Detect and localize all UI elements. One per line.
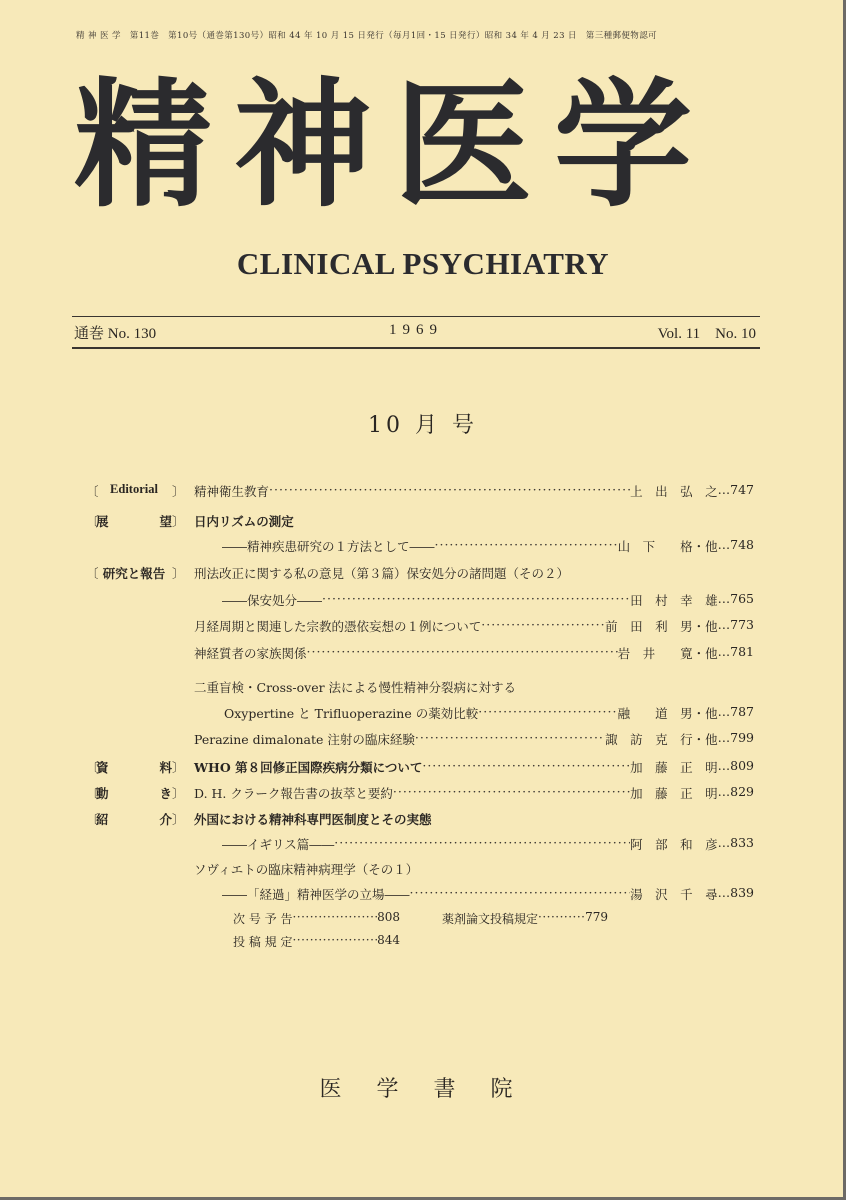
toc-author: 加 藤 正 明 [630, 786, 718, 801]
toc-entry[interactable]: Oxypertine と Trifluoperazine の薬効比較 ····· 融 道 男・他 … 787 [86, 704, 754, 722]
issue-label: 10 月 号 [368, 413, 478, 438]
toc-author: 山 下 格・他 [617, 539, 718, 554]
toc-title: 刑法改正に関する私の意見（第３篇）保安処分の諸問題（その２） [194, 566, 570, 581]
toc-title: WHO 第８回修正国際疾病分類について [194, 760, 423, 775]
toc-page: 787 [730, 704, 754, 719]
misc-page: 808 [377, 910, 400, 924]
misc-page: 844 [377, 933, 400, 947]
toc-author: 上 出 弘 之 [630, 484, 718, 499]
toc-author: 田 村 幸 雄 [630, 593, 718, 608]
toc-author: 諏 訪 克 行・他 [605, 732, 718, 747]
bottom-rule [72, 347, 760, 349]
toc-page: 809 [730, 758, 754, 773]
toc-page: 747 [730, 482, 754, 497]
year: 1969 [389, 322, 443, 338]
toc-title: 二重盲検・Cross-over 法による慢性精神分裂病に対する [194, 680, 517, 695]
toc-title: Perazine dimalonate 注射の臨床経験 [194, 732, 415, 747]
journal-title-english: CLINICAL PSYCHIATRY [236, 246, 610, 281]
toc-page: 799 [730, 730, 754, 745]
toc-author: 岩 井 寛・他 [617, 646, 718, 661]
toc-author: 湯 沢 千 尋 [630, 887, 718, 902]
toc-entry[interactable]: 〔 紹 介 〕 外国における精神科専門医制度とその実態 [86, 812, 432, 827]
volume-bar [72, 322, 760, 344]
toc-title: 月経周期と関連した宗教的憑依妄想の１例について [194, 619, 482, 634]
toc-title: D. H. クラーク報告書の抜萃と要約 [194, 786, 393, 801]
toc-author: 融 道 男・他 [617, 706, 718, 721]
toc-title: ソヴィエトの臨床精神病理学（その１） [194, 862, 419, 877]
toc-page: 781 [730, 644, 754, 659]
toc-page: 839 [730, 885, 754, 900]
toc-page: 773 [730, 617, 754, 632]
toc-subtitle: ――イギリス篇―― [222, 837, 335, 852]
toc-entry[interactable]: 神経質者の家族関係 ····· 岩 井 寛・他 … 781 [86, 644, 754, 662]
toc-author: 前 田 利 男・他 [605, 619, 718, 634]
toc-page: 833 [730, 835, 754, 850]
toc-entry[interactable]: ――「経過」精神医学の立場―― ····· 湯 沢 千 尋 … 839 [86, 885, 754, 903]
toc-entry[interactable]: 〔 動 き 〕 D. H. クラーク報告書の抜萃と要約 ····· 加 藤 正 明 … 829 [86, 784, 754, 802]
toc-page: 829 [730, 784, 754, 799]
toc-entry[interactable]: Perazine dimalonate 注射の臨床経験 ····· 諏 訪 克 行・他 … 799 [86, 730, 754, 748]
misc-entry[interactable] [233, 910, 400, 927]
misc-label: 投 稿 規 定 [233, 935, 293, 949]
toc-entry[interactable]: 〔 研究と報告 〕 刑法改正に関する私の意見（第３篇）保安処分の諸問題（その２） [86, 566, 570, 581]
toc-page: 765 [730, 591, 754, 606]
toc-page: 748 [730, 537, 754, 552]
toc-title: 外国における精神科専門医制度とその実態 [194, 812, 432, 827]
journal-title-japanese: 精神医学 [74, 63, 715, 226]
toc-author: 阿 部 和 彦 [630, 837, 718, 852]
toc-title: 日内リズムの測定 [194, 514, 294, 529]
toc-subtitle: ――「経過」精神医学の立場―― [222, 887, 410, 902]
misc-label: 次 号 予 告 [233, 912, 293, 926]
toc-entry[interactable]: 月経周期と関連した宗教的憑依妄想の１例について ····· 前 田 利 男・他 … 773 [86, 617, 754, 635]
toc-entry[interactable]: ――精神疾患研究の１方法として―― ····· 山 下 格・他 … 748 [86, 537, 754, 555]
misc-entry[interactable] [233, 933, 400, 950]
toc-entry[interactable]: 〔 Editorial 〕 精神衛生教育 ····· 上 出 弘 之 … 747 [86, 482, 754, 500]
toc-title: 精神衛生教育 [194, 484, 270, 499]
toc-entry[interactable]: ――イギリス篇―― ····· 阿 部 和 彦 … 833 [86, 835, 754, 853]
toc-entry[interactable]: 〔 展 望 〕 日内リズムの測定 [86, 514, 294, 529]
masthead-line: 精 神 医 学 第11巻 第10号（通巻第130号）昭和 44 年 10 月 15 日発行（毎月1回・15 日発行）昭和 34 年 4 月 23 日 第三種郵便物認可 [76, 31, 658, 41]
misc-entry[interactable] [442, 910, 608, 927]
serial-number: 通巻 No. 130 [74, 326, 157, 342]
volume-number: Vol. 11 No. 10 [657, 326, 756, 342]
publisher-name: 医 学 書 院 [319, 1077, 527, 1102]
toc-entry[interactable] [86, 860, 754, 878]
toc-title: 神経質者の家族関係 [194, 646, 307, 661]
toc-subtitle: ――保安処分―― [222, 593, 323, 608]
toc-author: 加 藤 正 明 [630, 760, 718, 775]
toc-entry[interactable]: 〔 資 料 〕 WHO 第８回修正国際疾病分類について ····· 加 藤 正 明 … 809 [86, 758, 754, 776]
toc-entry[interactable] [86, 678, 754, 696]
top-rule [72, 316, 760, 317]
toc-subtitle: ――精神疾患研究の１方法として―― [222, 539, 435, 554]
toc-subtitle: Oxypertine と Trifluoperazine の薬効比較 [224, 706, 479, 721]
misc-page: 779 [585, 910, 608, 924]
misc-label: 薬剤論文投稿規定 [442, 912, 539, 926]
toc-entry[interactable]: ――保安処分―― ····· 田 村 幸 雄 … 765 [86, 591, 754, 609]
